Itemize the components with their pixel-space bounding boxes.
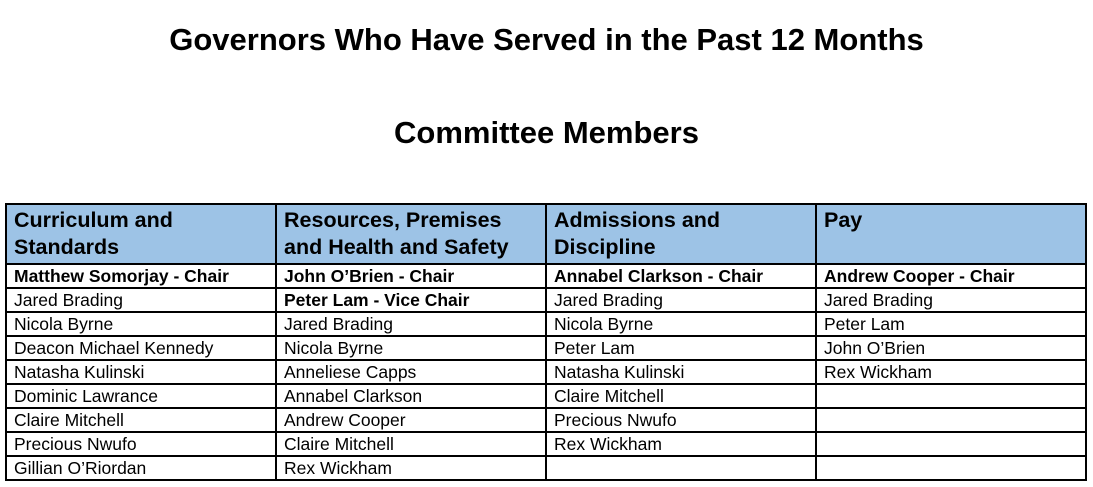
table-row bbox=[6, 360, 1086, 384]
table-cell-pay: Peter Lam bbox=[816, 312, 1086, 336]
table-cell-admissions: Natasha Kulinski bbox=[546, 360, 816, 384]
table-cell-curriculum: Jared Brading bbox=[6, 288, 276, 312]
table-cell-resources: Jared Brading bbox=[276, 312, 546, 336]
table-cell-curriculum: Precious Nwufo bbox=[6, 432, 276, 456]
table-cell-admissions: Precious Nwufo bbox=[546, 408, 816, 432]
table-cell-resources: Rex Wickham bbox=[276, 456, 546, 480]
header-pay: Pay bbox=[816, 204, 1086, 264]
page-title: Governors Who Have Served in the Past 12 Months bbox=[169, 22, 924, 57]
table-row bbox=[6, 336, 1086, 360]
table-cell-admissions bbox=[546, 456, 816, 480]
table-cell-pay: Rex Wickham bbox=[816, 360, 1086, 384]
header-resources-premises-health-safety: Resources, Premises and Health and Safety bbox=[276, 204, 546, 264]
table-cell-curriculum: Claire Mitchell bbox=[6, 408, 276, 432]
table-row bbox=[6, 312, 1086, 336]
table-row bbox=[6, 408, 1086, 432]
table-body bbox=[6, 264, 1086, 480]
section-title: Committee Members bbox=[394, 115, 699, 150]
table-cell-pay bbox=[816, 432, 1086, 456]
table-cell-resources: Anneliese Capps bbox=[276, 360, 546, 384]
table-cell-pay: Andrew Cooper - Chair bbox=[816, 264, 1086, 288]
table-row bbox=[6, 288, 1086, 312]
header-admissions-and-discipline: Admissions and Discipline bbox=[546, 204, 816, 264]
table-header-row bbox=[6, 204, 1086, 264]
table-row bbox=[6, 456, 1086, 480]
table-cell-admissions: Claire Mitchell bbox=[546, 384, 816, 408]
table-row bbox=[6, 384, 1086, 408]
table-cell-curriculum: Gillian O’Riordan bbox=[6, 456, 276, 480]
table-cell-admissions: Nicola Byrne bbox=[546, 312, 816, 336]
table-cell-pay: John O’Brien bbox=[816, 336, 1086, 360]
table-cell-curriculum: Matthew Somorjay - Chair bbox=[6, 264, 276, 288]
table-cell-admissions: Rex Wickham bbox=[546, 432, 816, 456]
table-cell-pay: Jared Brading bbox=[816, 288, 1086, 312]
table-cell-pay bbox=[816, 456, 1086, 480]
table-cell-pay bbox=[816, 408, 1086, 432]
table-cell-resources: Annabel Clarkson bbox=[276, 384, 546, 408]
table-cell-resources: John O’Brien - Chair bbox=[276, 264, 546, 288]
table-cell-admissions: Peter Lam bbox=[546, 336, 816, 360]
table-cell-admissions: Annabel Clarkson - Chair bbox=[546, 264, 816, 288]
table-cell-curriculum: Deacon Michael Kennedy bbox=[6, 336, 276, 360]
table-row bbox=[6, 432, 1086, 456]
committee-members-table bbox=[5, 203, 1087, 481]
table-cell-pay bbox=[816, 384, 1086, 408]
table-cell-resources: Nicola Byrne bbox=[276, 336, 546, 360]
table-row bbox=[6, 264, 1086, 288]
table-cell-resources: Andrew Cooper bbox=[276, 408, 546, 432]
table-cell-curriculum: Dominic Lawrance bbox=[6, 384, 276, 408]
table-cell-curriculum: Natasha Kulinski bbox=[6, 360, 276, 384]
table-cell-resources: Peter Lam - Vice Chair bbox=[276, 288, 546, 312]
header-curriculum-and-standards: Curriculum and Standards bbox=[6, 204, 276, 264]
table-cell-admissions: Jared Brading bbox=[546, 288, 816, 312]
table-cell-resources: Claire Mitchell bbox=[276, 432, 546, 456]
table-cell-curriculum: Nicola Byrne bbox=[6, 312, 276, 336]
